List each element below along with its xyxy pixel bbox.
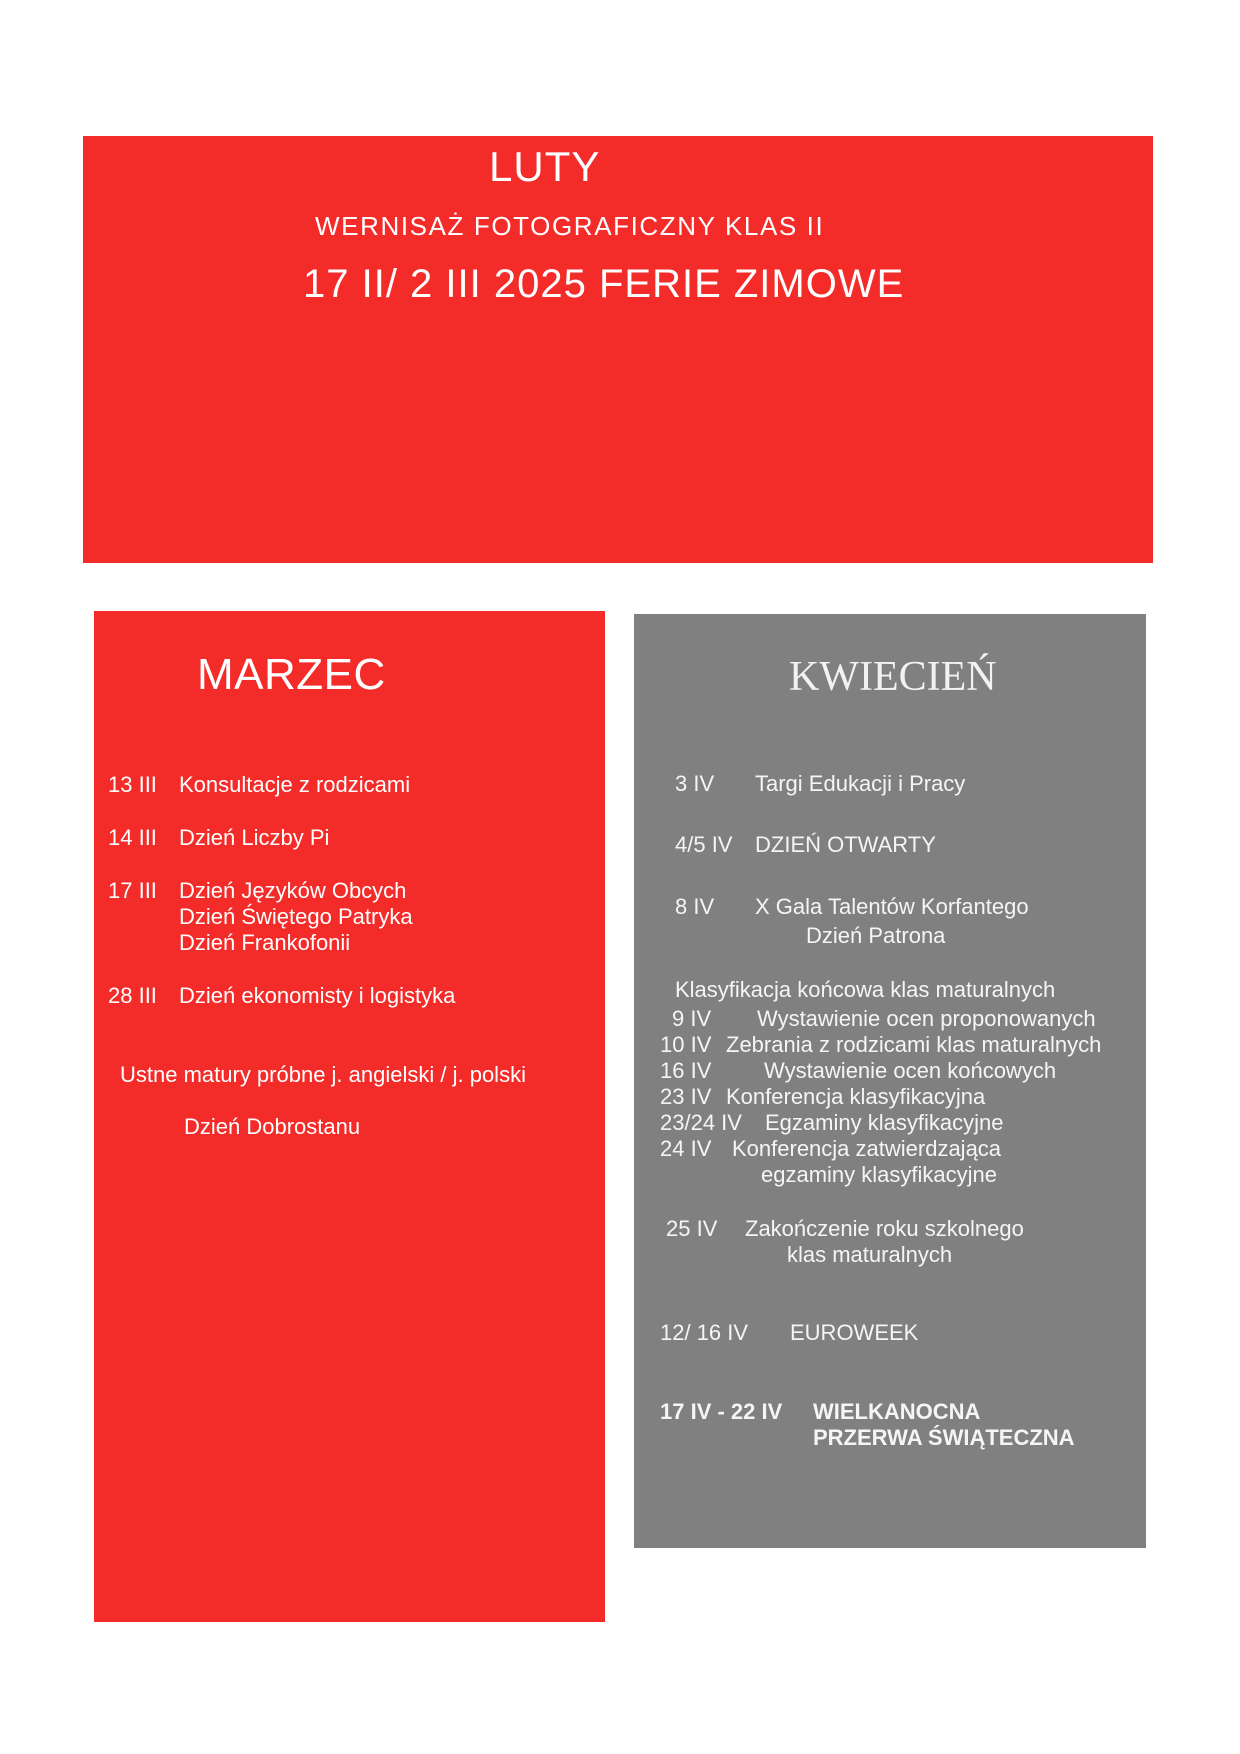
event-text: Targi Edukacji i Pracy bbox=[755, 771, 966, 796]
event-text: DZIEŃ OTWARTY bbox=[755, 832, 936, 857]
event-text: EUROWEEK bbox=[790, 1320, 919, 1345]
event-text: Zebrania z rodzicami klas maturalnych bbox=[726, 1032, 1102, 1057]
event-text: X Gala Talentów Korfantego bbox=[755, 894, 1029, 919]
event-date: 25 IV bbox=[666, 1216, 718, 1241]
event-text: Dzień Liczby Pi bbox=[179, 825, 330, 850]
event-date: 23/24 IV bbox=[660, 1110, 742, 1135]
event-date: 9 IV bbox=[672, 1006, 712, 1031]
event-text: WIELKANOCNA bbox=[813, 1399, 981, 1424]
event-text: Wystawienie ocen proponowanych bbox=[757, 1006, 1096, 1031]
kwiecien-title: KWIECIEŃ bbox=[789, 654, 997, 700]
luty-panel bbox=[83, 136, 1153, 563]
event-date: 13 III bbox=[108, 772, 157, 797]
event-date: 8 IV bbox=[675, 894, 715, 919]
event-date: 14 III bbox=[108, 825, 157, 850]
event-date: 4/5 IV bbox=[675, 832, 733, 857]
event-date: 24 IV bbox=[660, 1136, 712, 1161]
marzec-title: MARZEC bbox=[197, 650, 386, 699]
dzien-dobrostanu-text: Dzień Dobrostanu bbox=[184, 1114, 361, 1139]
event-text: Konsultacje z rodzicami bbox=[179, 772, 411, 797]
luty-wernisaz-line: WERNISAŻ FOTOGRAFICZNY KLAS II bbox=[315, 211, 825, 241]
event-text: PRZERWA ŚWIĄTECZNA bbox=[813, 1425, 1075, 1450]
luty-ferie-line: 17 II/ 2 III 2025 FERIE ZIMOWE bbox=[303, 262, 905, 306]
event-text: Konferencja zatwierdzająca bbox=[732, 1136, 1002, 1161]
event-text: Konferencja klasyfikacyjna bbox=[726, 1084, 986, 1109]
luty-title: LUTY bbox=[489, 143, 601, 190]
event-text: Wystawienie ocen końcowych bbox=[764, 1058, 1057, 1083]
event-date: 17 III bbox=[108, 878, 157, 903]
event-text: klas maturalnych bbox=[787, 1242, 953, 1267]
event-text: Dzień Języków Obcych bbox=[179, 878, 407, 903]
event-text: Klasyfikacja końcowa klas maturalnych bbox=[675, 977, 1056, 1002]
event-date: 16 IV bbox=[660, 1058, 712, 1083]
event-date: 3 IV bbox=[675, 771, 715, 796]
event-text: Egzaminy klasyfikacyjne bbox=[765, 1110, 1004, 1135]
event-text: Dzień Świętego Patryka bbox=[179, 904, 413, 929]
ustne-matury-text: Ustne matury próbne j. angielski / j. polski bbox=[120, 1062, 526, 1087]
event-text: Dzień ekonomisty i logistyka bbox=[179, 983, 456, 1008]
event-date: 12/ 16 IV bbox=[660, 1320, 749, 1345]
event-date: 17 IV - 22 IV bbox=[660, 1399, 783, 1424]
event-date: 10 IV bbox=[660, 1032, 712, 1057]
event-date: 23 IV bbox=[660, 1084, 712, 1109]
event-text: egzaminy klasyfikacyjne bbox=[761, 1162, 997, 1187]
event-date: 28 III bbox=[108, 983, 157, 1008]
event-text: Dzień Patrona bbox=[806, 923, 946, 948]
event-text: Zakończenie roku szkolnego bbox=[745, 1216, 1024, 1241]
event-text: Dzień Frankofonii bbox=[179, 930, 351, 955]
